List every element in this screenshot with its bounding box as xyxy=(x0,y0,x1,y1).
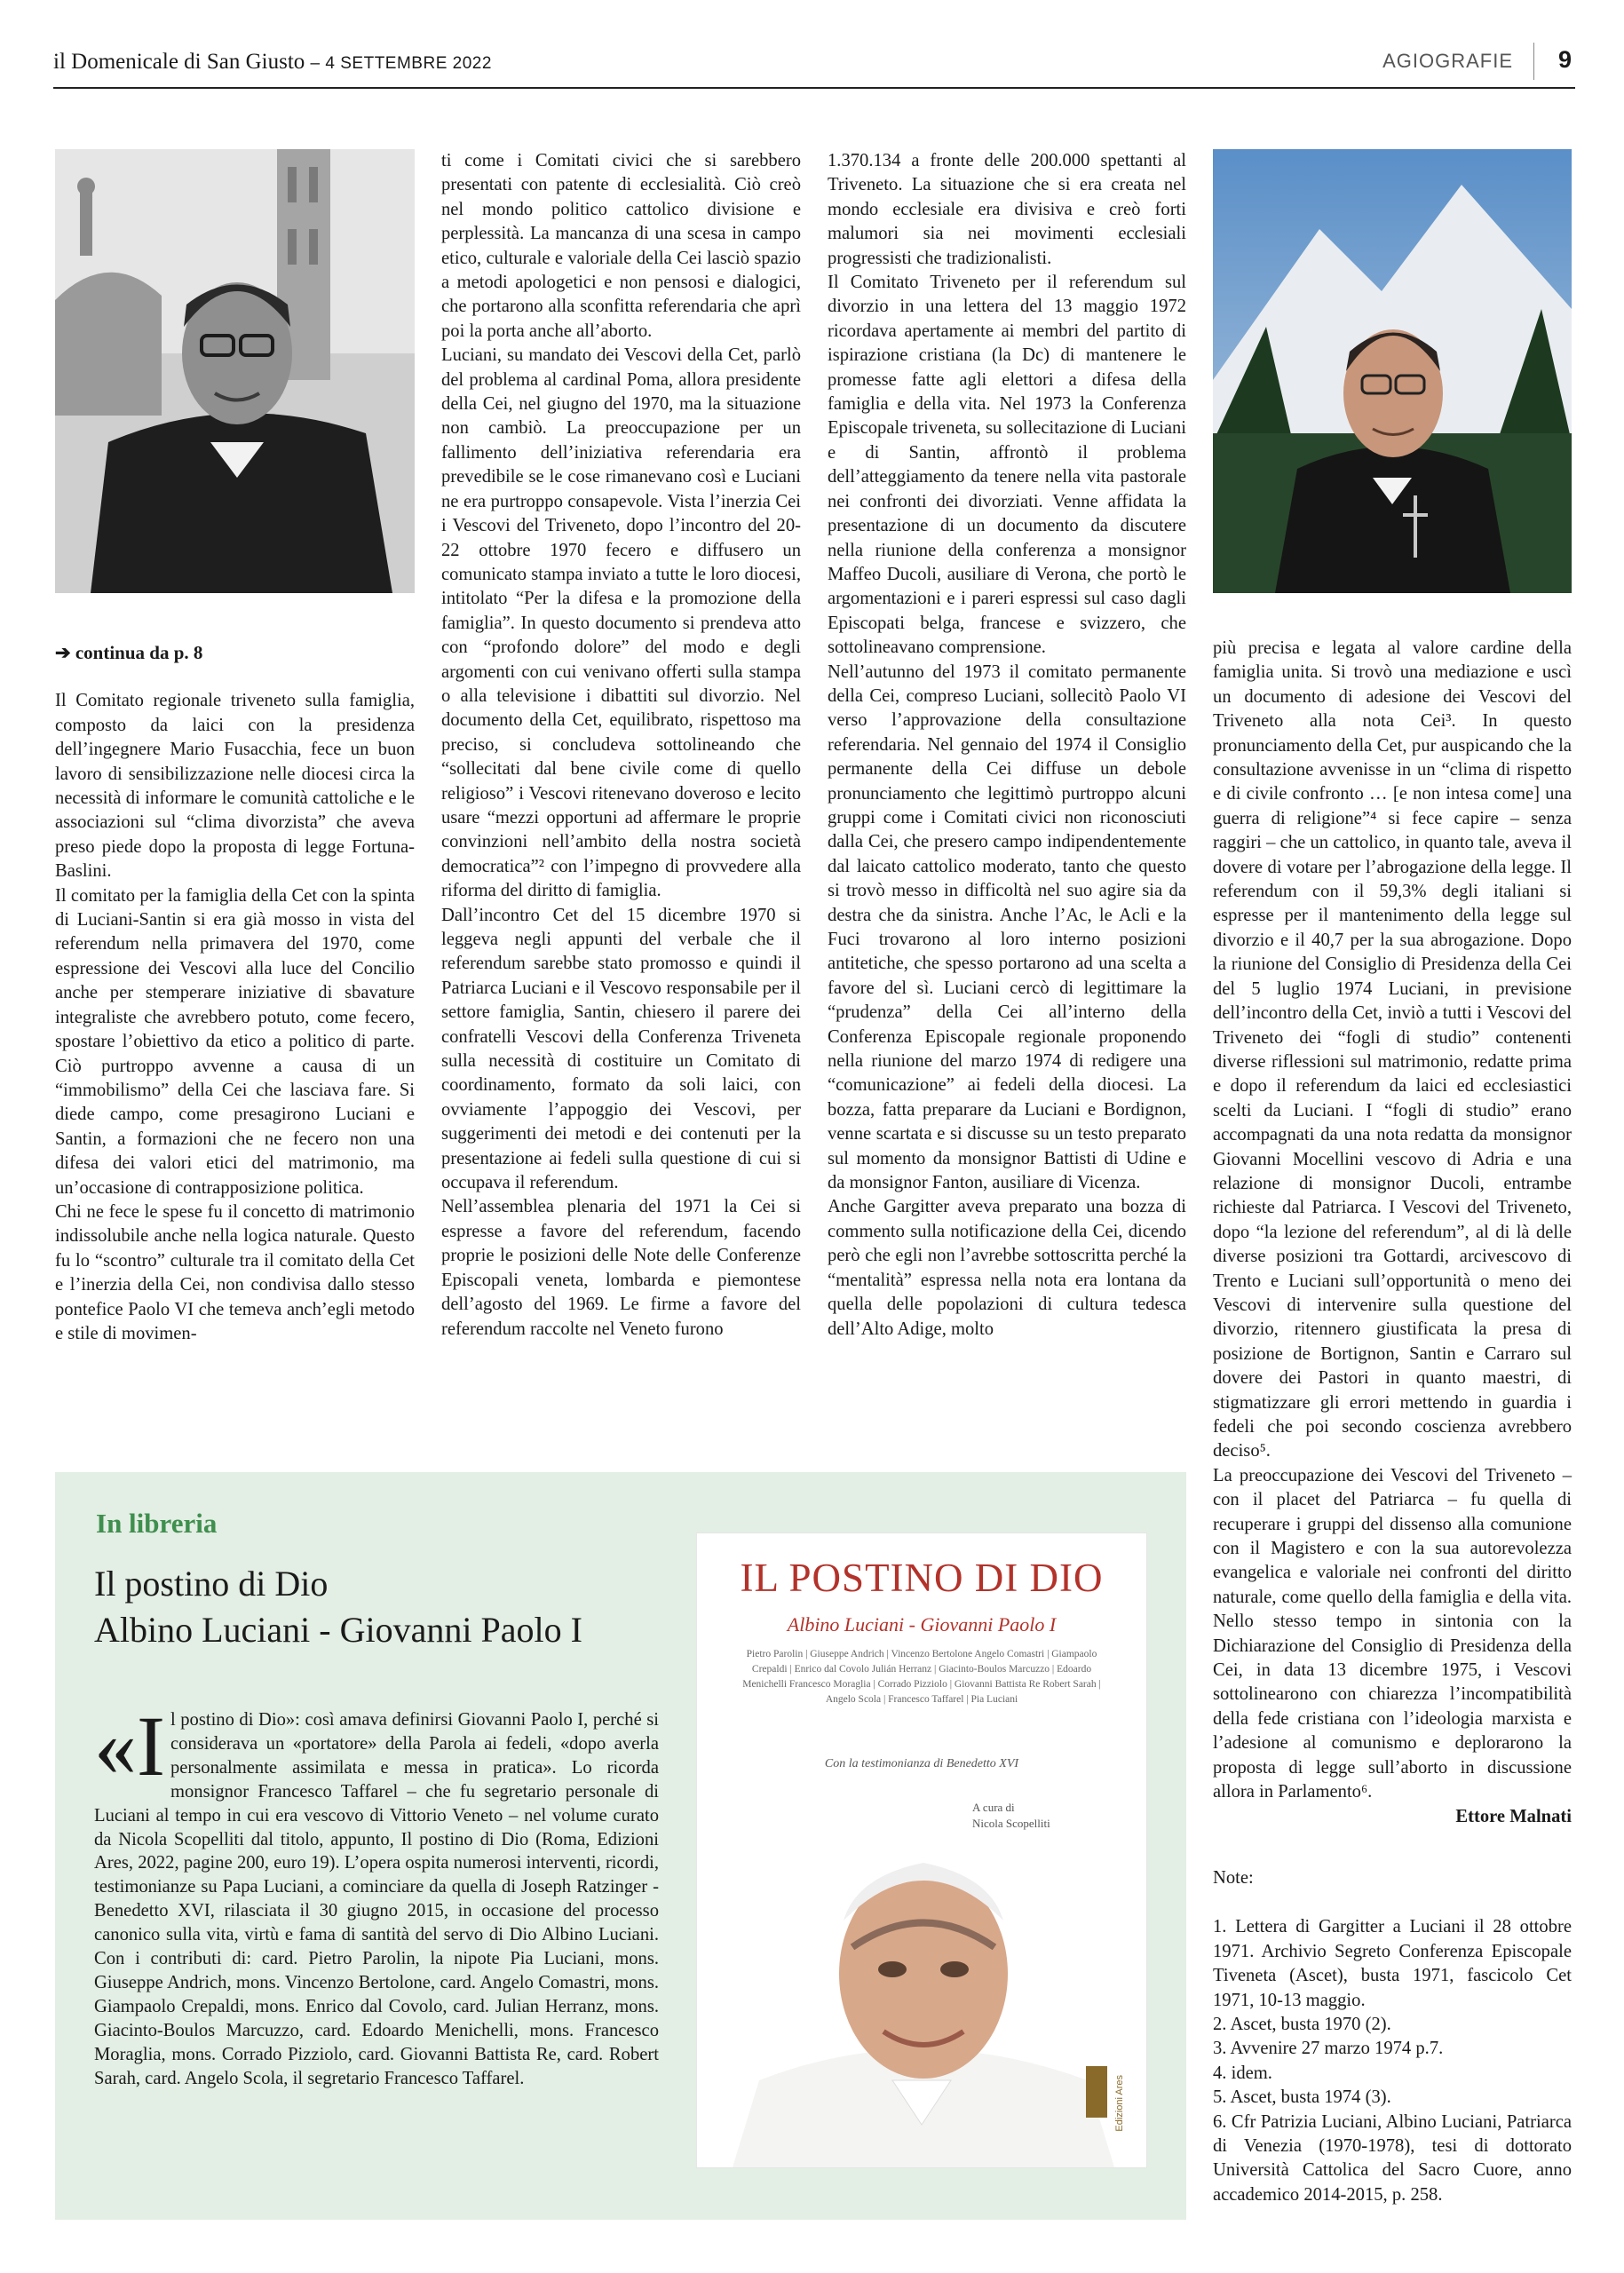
book-cover-editor xyxy=(972,1800,1050,1832)
paragraph: Luciani, su mandato dei Vescovi della Cet, parlò del problema al cardinal Poma, allora presidente della Cei, nel giugno del 1970, ma la situazione non cambiò. La preoccupazione per un fallimento dell’iniziativa referendaria era prevedibile se le cose rimanevano così e Luciani ne era purtroppo consapevole. Vista l’inerzia Cei i Vescovi del Triveneto, dopo l’incontro del 20-22 ottobre 1970 fecero e diffusero un comunicato stampa inviato a tutte le loro diocesi, intitolato “Per la difesa e la promozione della famiglia”. In questo documento si prendeva atto con “profondo dolore” del modo e degli argomenti con cui venivano offerti sulla stampa o alla televisione i dibattiti sul divorzio. Nel documento della Cet, equilibrato, rispettoso ma preciso, si concludeva sottolineando che “sollecitati dal bene civile come di quello religioso” i Vescovi ritenevano doveroso e lecito usare “mezzi opportuni ad affermare le proprie convinzioni nell’ambito della nostra società democratica”² con l’impegno di provvedere alla riforma del diritto di famiglia. xyxy=(441,345,801,901)
masthead-title: il Domenicale di San Giusto xyxy=(53,50,305,74)
article-column-1 xyxy=(55,641,415,1346)
book-cover-subtitle: Albino Luciani - Giovanni Paolo I xyxy=(787,1613,1057,1635)
book-cover-portrait xyxy=(697,1814,1146,2167)
paragraph: Dall’incontro Cet del 15 dicembre 1970 si leggeva negli appunti del verbale che il referendum sarebbe stato promosso e quindi il Patriarca Luciani e il Vescovo responsabile per il settore famiglia, Santin, chiesero il parere dei confratelli Vescovi della Conferenza Triveneta sulla necessità di costituire un Comitato di coordinamento, formato da soli laici, con ovviamente l’appoggio dei Vescovi, per suggerimenti dei metodi e dei contenuti per la presentazione ai fedeli sulla questione di cui si occupava il referendum. xyxy=(441,905,801,1193)
footnote: 6. Cfr Patrizia Luciani, Albino Luciani, Patriarca di Venezia (1970-1978), tesi di dottorato Università Cattolica del Sacro Cuore, anno accademico 2014-2015, p. 258. xyxy=(1213,2111,1572,2205)
article-column-2 xyxy=(441,149,801,1342)
paragraph: più precisa e legata al valore cardine della famiglia unita. Si trovò una mediazione e uscì un documento di adesione dei Vescovi del Triveneto alla nota Cei³. In questo pronunciamento della Cet, pur auspicando che la consultazione avvenisse in un “clima di rispetto e di civile confronto … [e non intesa come] una guerra di religione”⁴ si fece capire – senza raggiri – che un cattolico, in quanto tale, aveva il dovere di votare per l’abrogazione della legge. Il referendum con il 59,3% degli italiani si espresse per il mantenimento della legge sul divorzio e il 40,7 per la sua abrogazione. Dopo la riunione del Consiglio di Presidenza della Cei del 5 luglio 1974 Luciani, in previsione dell’incontro della Cet, inviò a tutti i Vescovi del Triveneto dei “fogli di studio” contenenti diverse riflessioni sul matrimonio, redatte prima e dopo il referendum da laici ed ecclesiastici scelti da Luciani. I “fogli di studio” erano accompagnati da una nota redatta da monsignor Giovanni Mocellini vescovo di Adria e una relazione di monsignor Ducoli, entrambe richieste dal Patriarca. I Vescovi del Triveneto, dopo “la lezione del referendum”, al di là delle diverse posizioni tra Gottardi, arcivescovo di Trento e Luciani sull’opportunità o meno dei Vescovi di intervenire sulla questione del divorzio, ritennero giustificata la presa di posizione de Bortignon, Santin e Carraro sul dovere dei Pastori in quanto maestri, di stigmatizzare gli errori mettendo in guardia i fedeli che poi secondo coscienza avrebbero deciso⁵. xyxy=(1213,638,1572,1461)
page-header xyxy=(53,44,1575,89)
paragraph: ti come i Comitati civici che si sarebbero presentati con patente di ecclesialità. Ciò creò nel mondo politico cattolico divisione e perplessità. La mancanza di una scesa in campo etico, culturale e valoriale della Cei lasciò spazio a metodi apologetici e non pensosi e dialogici, che portarono alla sconfitta referendaria che aprì poi la porta anche all’aborto. xyxy=(441,151,801,341)
footnote: 1. Lettera di Gargitter a Luciani il 28 ottobre 1971. Archivio Segreto Conferenza Episcopale Tiveneta (Ascet), busta 1971, fascicolo Cet 1971, 10-13 maggio. xyxy=(1213,1917,1572,2010)
book-review-title-line-2: Albino Luciani - Giovanni Paolo I xyxy=(94,1610,582,1650)
photo-luciani-mountains-image xyxy=(1213,149,1572,593)
drop-cap: «I xyxy=(94,1699,165,1794)
continued-from-label: ➔ continua da p. 8 xyxy=(55,642,203,663)
book-cover-editor-label: A cura di xyxy=(972,1801,1015,1814)
notes-heading: Note: xyxy=(1213,1867,1254,1888)
paragraph: Il Comitato regionale triveneto sulla famiglia, composto da laici con la presidenza dell’ingegnere Mario Fusacchia, fece un buon lavoro di sensibilizzazione nelle diocesi circa la necessità di informare le comunità cattoliche e le associazioni sul “clima divorzista” che aveva preso piede dopo la proposta di legge Fortuna- Baslini. xyxy=(55,691,415,882)
footnote: 5. Ascet, busta 1974 (3). xyxy=(1213,2087,1391,2108)
paragraph: Il Comitato Triveneto per il referendum sul divorzio in una lettera del 13 maggio 1972 ricordava apertamente ai membri del partito di ispirazione cristiana (la Dc) di mantenere le promesse fatte agli elettori a difesa della famiglia e della vita. Nel 1973 la Conferenza Episcopale triveneta, su sollecitazione di Luciani e di Santin, affrontò il problema dell’atteggiamento da tenere nella vita pastorale nei confronti dei divorziati. Venne affidata la presentazione di un documento da discutere nella riunione della conferenza a monsignor Maffeo Ducoli, ausiliare di Verona, che portò le argomentazioni e i pareri espressi sul caso dagli Episcopati belga, francese e svizzero, che sottolineavano comprensione. xyxy=(828,273,1186,658)
publisher-logo-icon xyxy=(1086,2066,1107,2118)
photo-luciani-venice xyxy=(55,149,415,593)
section-rubric: AGIOGRAFIE xyxy=(1382,50,1513,72)
footnote: 4. idem. xyxy=(1213,2063,1272,2083)
section-kicker: In libreria xyxy=(96,1508,218,1539)
book-review-title-line-1: Il postino di Dio xyxy=(94,1564,329,1604)
article-column-4 xyxy=(1213,637,1572,2207)
issue-date: – 4 SETTEMBRE 2022 xyxy=(310,54,492,73)
paragraph: Anche Gargitter aveva preparato una bozza di commento sulla notificazione della Cei, dicendo però che egli non l’avrebbe sottoscritta perché la “mentalità” espressa nella nota era lontana da quella delle popolazioni di cultura tedesca dell’Alto Adige, molto xyxy=(828,1197,1186,1339)
book-review-text xyxy=(94,1699,659,2091)
book-cover-title: IL POSTINO DI DIO xyxy=(740,1556,1104,1600)
photo-luciani-venice-image xyxy=(55,149,415,593)
book-review-body: l postino di Dio»: così amava definirsi Giovanni Paolo I, perché si considerava un «portatore» della Parola ai fedeli, «dopo averla personalmente assimilata e messa in pratica». Lo ricorda monsignor Francesco Taffarel – che fu segretario personale di Luciani al tempo in cui era vescovo di Vittorio Veneto – nel volume curato da Nicola Scopelliti dal titolo, appunto, Il postino di Dio (Roma, Edizioni Ares, 2022, pagine 200, euro 19). L’opera ospita numerosi interventi, ricordi, testimonianze su Papa Luciani, a cominciare da quella di Joseph Ratzinger - Benedetto XVI, rilasciata il 30 giugno 2015, in occasione del processo canonico sulla vita, virtù e fama di santità del servo di Dio Albino Luciani. Con i contributi di: card. Pietro Parolin, la nipote Pia Luciani, mons. Giuseppe Andrich, mons. Vincenzo Bertolone, card. Angelo Comastri, mons. Giampaolo Crepaldi, mons. Enrico dal Covolo, card. Julian Herranz, mons. Giacinto-Boulos Marcuzzo, card. Edoardo Menichelli, mons. Francesco Moraglia, mons. Corrado Pizziolo, card. Giovanni Battista Re, card. Robert Sarah, card. Angelo Scola, il segretario Francesco Taffarel. xyxy=(94,1710,659,2088)
book-cover xyxy=(696,1532,1147,2168)
book-cover-editor-name: Nicola Scopelliti xyxy=(972,1817,1050,1830)
page-number: 9 xyxy=(1557,46,1572,73)
book-cover-testimony: Con la testimonianza di Benedetto XVI xyxy=(824,1757,1019,1770)
paragraph: 1.370.134 a fronte delle 200.000 spettanti al Triveneto. La situazione che si era creata nel mondo ecclesiale era divisiva e creò forti malumori sia nei movimenti ecclesiali progressisti che tradizionalisti. xyxy=(828,151,1186,268)
masthead xyxy=(53,50,492,75)
paragraph: Chi ne fece le spese fu il concetto di matrimonio indissolubile anche nella logica naturale. Questo fu lo “scontro” culturale tra il comitato della Cet e l’inerzia della Cei, non condivisa dallo stesso pontefice Paolo VI che temeva anch’egli metodo e stile di movimen- xyxy=(55,1201,415,1343)
paragraph: La preoccupazione dei Vescovi del Triveneto – con il placet del Patriarca – fu quella di recuperare i gruppi del dissenso alla comunione con il Magistero e con la sua autorevolezza evangelica e valoriale nei confronti del diritto naturale, come quello della famiglia e della vita. Nello stesso tempo in sintonia con la Dichiarazione del Consiglio di Presidenza della Cei, in data 13 dicembre 1975, i Vescovi sottolinearono con chiarezza l’incompatibilità della fede cristiana con l’ideologia marxista e l’adesione al comunismo e deplorarono la proposta di legge sull’aborto in discussione allora in Parlamento⁶. xyxy=(1213,1465,1572,1802)
author-signature: Ettore Malnati xyxy=(1455,1806,1572,1826)
paragraph: Nell’autunno del 1973 il comitato permanente della Cei, compreso Luciani, sollecitò Paolo VI verso l’approvazione della consultazione referendaria. Nel gennaio del 1974 il Consiglio permanente della Cei diffuse un debole pronunciamento che legittimò purtroppo alcuni gruppi come i Comitati civici non riconosciuti dalla Cei, che presero campo indipendentemente dal laicato cattolico moderato, tanto che questo si trovò messo in difficoltà nel suo agire sia da destra che da sinistra. Anche l’Ac, le Acli e la Fuci trovarono al loro interno posizioni antitetiche, che spesso portarono ad una scelta a favore del sì. Luciani cercò di legittimare la “prudenza” della Cei all’interno della Conferenza Episcopale regionale proponendo nella riunione del marzo 1974 di redigere una “comunicazione” ai fedeli della diocesi. La bozza, fatta preparare da Luciani e Bordignon, venne scartata e si discusse su un testo preparato sul momento da monsignor Battisti di Udine e da monsignor Fanton, ausiliare di Vicenza. xyxy=(828,661,1186,1193)
paragraph: Nell’assemblea plenaria del 1971 la Cei si espresse a favore del referendum, facendo proprie le posizioni delle Note delle Conferenze Episcopali veneta, lombarda e piemontese dell’agosto del 1969. Le firme a favore del referendum raccolte nel Veneto furono xyxy=(441,1197,801,1339)
book-cover-publisher: Edizioni Ares xyxy=(1114,2075,1125,2132)
article-column-3 xyxy=(828,149,1186,1342)
paragraph: Il comitato per la famiglia della Cet con la spinta di Luciani-Santin si era già mosso in vista del referendum nella primavera del 1970, come espressione dei Vescovi alla luce del Concilio anche per stemperare iniziative di sbavature integraliste che avrebbero potuto, come fecero, spostare l’obiettivo da etico a politico di parte. Ciò purtroppo avvenne a causa di un “immobilismo” della Cei che lasciava fare. Si diede campo, come presagirono Luciani e Santin, a formazioni che ne fecero non una difesa dei valori etici del matrimonio, ma un’occasione di contrapposizione politica. xyxy=(55,885,415,1198)
photo-luciani-mountains xyxy=(1213,149,1572,593)
footnote: 3. Avvenire 27 marzo 1974 p.7. xyxy=(1213,2039,1444,2059)
footnote: 2. Ascet, busta 1970 (2). xyxy=(1213,2014,1391,2034)
book-review-title xyxy=(94,1561,582,1653)
book-cover-contributors: Pietro Parolin | Giuseppe Andrich | Vincenzo Bertolone Angelo Comastri | Giampaolo Crepaldi | Enrico dal Covolo Julián Herranz | Giacinto-Boulos Marcuzzo | Edoardo Menichelli Francesco Moraglia | Corrado Pizziolo | Giovanni Battista Re Robert Sarah | Angelo Scola | Francesco Taffarel | Pia Luciani xyxy=(742,1649,1101,1705)
